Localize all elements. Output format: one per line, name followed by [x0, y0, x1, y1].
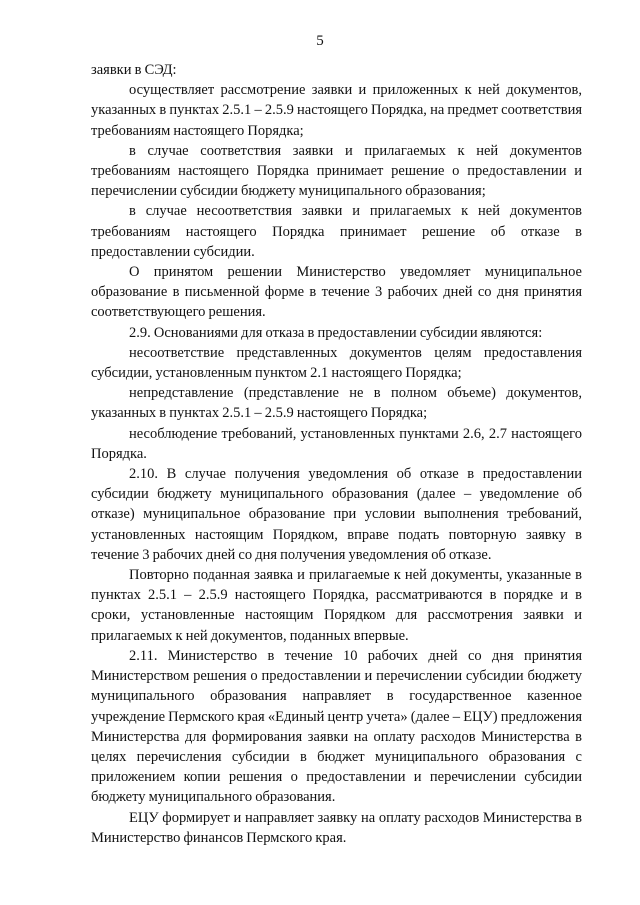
- paragraph: в случае соответствия заявки и прилагаемых к ней документов требованиям настоящего Порядка принимает решение о предоставлении и перечислении субсидии бюджету муниципального образования;: [91, 142, 582, 200]
- paragraph: 2.11. Министерство в течение 10 рабочих дней со дня принятия Министерством решения о предоставлении и перечислении субсидии бюджету муниципального образования направляет в государственное казенное учреждение Пермского края «Единый центр учета» (далее – ЕЦУ) предложения Министерства для формирования заявки на оплату расходов Министерства в целях перечисления субсидии в бюджет муниципального образования с приложением копии решения о предоставлении и перечислении субсидии бюджету муниципального образования.: [91, 647, 582, 806]
- document-body: [91, 60, 582, 848]
- paragraph: О принятом решении Министерство уведомляет муниципальное образование в письменной форме в течение 3 рабочих дней со дня принятия соответствующего решения.: [91, 264, 582, 321]
- page-number: 5: [316, 33, 324, 49]
- paragraph: непредставление (представление не в полном объеме) документов, указанных в пунктах 2.5.1 – 2.5.9 настоящего Порядка;: [91, 385, 582, 422]
- paragraph: в случае несоответствия заявки и прилагаемых к ней документов требованиям настоящего Порядка принимает решение об отказе в предоставлении субсидии.: [91, 203, 582, 260]
- paragraph: 2.10. В случае получения уведомления об отказе в предоставлении субсидии бюджету муниципального образования (далее – уведомление об отказе) муниципальное образование при условии выполнения требований, установленных настоящим Порядком, вправе подать повторную заявку в течение 3 рабочих дней со дня получения уведомления об отказе.: [91, 466, 582, 563]
- paragraph: заявки в СЭД:: [91, 62, 177, 78]
- paragraph: осуществляет рассмотрение заявки и приложенных к ней документов, указанных в пунктах 2.5.1 – 2.5.9 настоящего Порядка, на предмет соответствия требованиям настоящего Порядка;: [91, 82, 582, 139]
- paragraph: ЕЦУ формирует и направляет заявку на оплату расходов Министерства в Министерство финансов Пермского края.: [91, 809, 582, 846]
- paragraph: 2.9. Основаниями для отказа в предоставлении субсидии являются:: [129, 324, 543, 341]
- paragraph: несоблюдение требований, установленных пунктами 2.6, 2.7 настоящего Порядка.: [91, 425, 582, 462]
- paragraph: Повторно поданная заявка и прилагаемые к ней документы, указанные в пунктах 2.5.1 – 2.5.9 настоящего Порядка, рассматриваются в порядке и в сроки, установленные настоящим Порядком для рассмотрения заявки и прилагаемых к ней документов, поданных впервые.: [91, 567, 582, 644]
- paragraph: несоответствие представленных документов целям предоставления субсидии, установленным пунктом 2.1 настоящего Порядка;: [91, 344, 582, 382]
